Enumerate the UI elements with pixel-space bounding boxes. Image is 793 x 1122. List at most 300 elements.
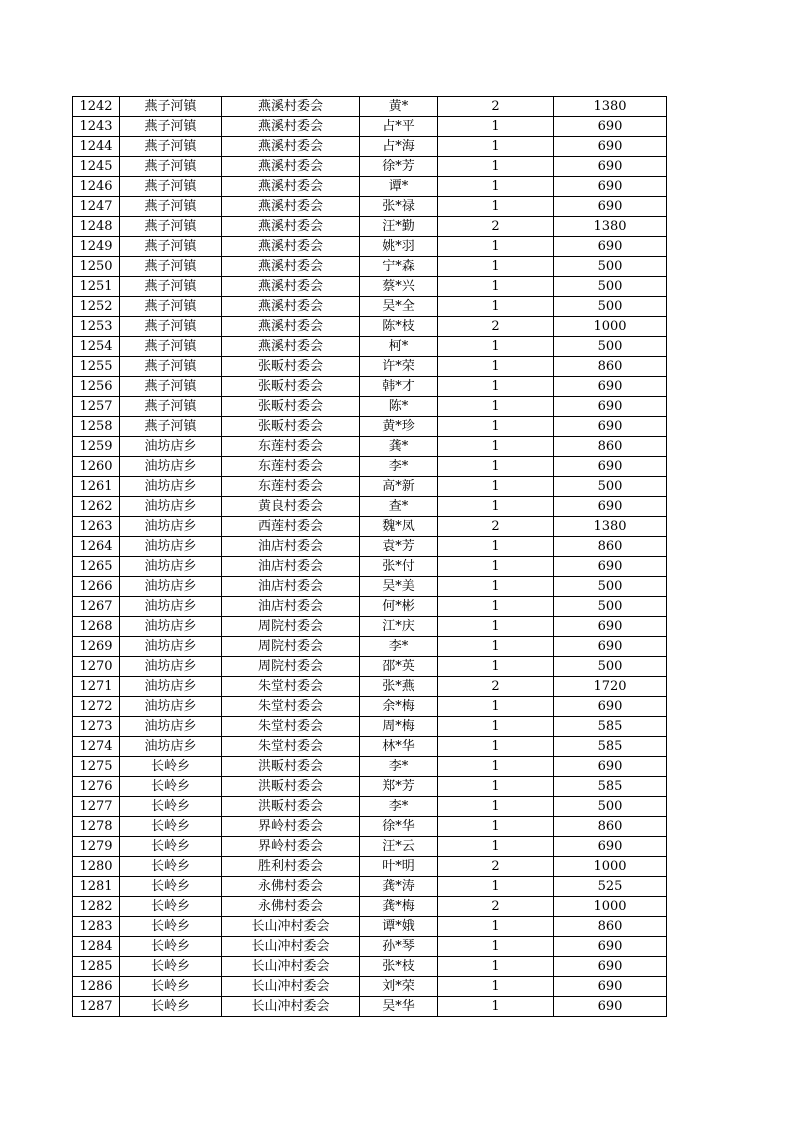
township-cell: 燕子河镇 [120, 97, 222, 117]
village-committee-cell: 油店村委会 [222, 537, 360, 557]
table-row [73, 717, 667, 737]
serial-number-cell: 1265 [73, 557, 120, 577]
serial-number-cell: 1246 [73, 177, 120, 197]
amount-cell: 860 [554, 357, 667, 377]
serial-number-cell: 1256 [73, 377, 120, 397]
township-cell: 燕子河镇 [120, 137, 222, 157]
name-cell: 余*梅 [360, 697, 438, 717]
village-committee-cell: 张畈村委会 [222, 377, 360, 397]
name-cell: 韩*才 [360, 377, 438, 397]
table-row [73, 697, 667, 717]
household-count-cell: 1 [438, 597, 554, 617]
serial-number-cell: 1269 [73, 637, 120, 657]
name-cell: 林*华 [360, 737, 438, 757]
amount-cell: 1000 [554, 857, 667, 877]
township-cell: 油坊店乡 [120, 597, 222, 617]
township-cell: 燕子河镇 [120, 117, 222, 137]
amount-cell: 500 [554, 257, 667, 277]
table-row [73, 217, 667, 237]
serial-number-cell: 1257 [73, 397, 120, 417]
village-committee-cell: 洪畈村委会 [222, 797, 360, 817]
table-row [73, 857, 667, 877]
name-cell: 黄* [360, 97, 438, 117]
township-cell: 燕子河镇 [120, 177, 222, 197]
serial-number-cell: 1284 [73, 937, 120, 957]
table-row [73, 797, 667, 817]
village-committee-cell: 燕溪村委会 [222, 117, 360, 137]
amount-cell: 690 [554, 617, 667, 637]
amount-cell: 690 [554, 957, 667, 977]
amount-cell: 1380 [554, 517, 667, 537]
household-count-cell: 1 [438, 537, 554, 557]
table-row [73, 997, 667, 1017]
village-committee-cell: 界岭村委会 [222, 817, 360, 837]
township-cell: 油坊店乡 [120, 437, 222, 457]
serial-number-cell: 1266 [73, 577, 120, 597]
township-cell: 油坊店乡 [120, 637, 222, 657]
name-cell: 黄*珍 [360, 417, 438, 437]
household-count-cell: 1 [438, 417, 554, 437]
township-cell: 长岭乡 [120, 897, 222, 917]
table-row [73, 137, 667, 157]
household-count-cell: 1 [438, 477, 554, 497]
serial-number-cell: 1281 [73, 877, 120, 897]
village-committee-cell: 朱堂村委会 [222, 717, 360, 737]
village-committee-cell: 燕溪村委会 [222, 177, 360, 197]
household-count-cell: 1 [438, 377, 554, 397]
village-committee-cell: 张畈村委会 [222, 357, 360, 377]
table-row [73, 517, 667, 537]
amount-cell: 1720 [554, 677, 667, 697]
serial-number-cell: 1286 [73, 977, 120, 997]
village-committee-cell: 洪畈村委会 [222, 777, 360, 797]
township-cell: 油坊店乡 [120, 717, 222, 737]
amount-cell: 500 [554, 297, 667, 317]
name-cell: 高*新 [360, 477, 438, 497]
table-row [73, 817, 667, 837]
serial-number-cell: 1247 [73, 197, 120, 217]
serial-number-cell: 1267 [73, 597, 120, 617]
township-cell: 燕子河镇 [120, 197, 222, 217]
village-committee-cell: 燕溪村委会 [222, 257, 360, 277]
household-count-cell: 1 [438, 877, 554, 897]
household-count-cell: 1 [438, 557, 554, 577]
village-committee-cell: 油店村委会 [222, 557, 360, 577]
household-count-cell: 1 [438, 697, 554, 717]
village-committee-cell: 黄良村委会 [222, 497, 360, 517]
amount-cell: 1380 [554, 217, 667, 237]
serial-number-cell: 1243 [73, 117, 120, 137]
household-count-cell: 1 [438, 977, 554, 997]
serial-number-cell: 1250 [73, 257, 120, 277]
household-count-cell: 1 [438, 277, 554, 297]
household-count-cell: 1 [438, 837, 554, 857]
name-cell: 许*荣 [360, 357, 438, 377]
roster-table [72, 96, 667, 1017]
table-row [73, 357, 667, 377]
household-count-cell: 1 [438, 777, 554, 797]
township-cell: 长岭乡 [120, 937, 222, 957]
table-row [73, 437, 667, 457]
village-committee-cell: 燕溪村委会 [222, 157, 360, 177]
table-row [73, 657, 667, 677]
amount-cell: 690 [554, 937, 667, 957]
table-row [73, 157, 667, 177]
table-row [73, 897, 667, 917]
amount-cell: 690 [554, 197, 667, 217]
village-committee-cell: 永佛村委会 [222, 877, 360, 897]
table-row [73, 757, 667, 777]
amount-cell: 500 [554, 597, 667, 617]
name-cell: 徐*华 [360, 817, 438, 837]
household-count-cell: 2 [438, 217, 554, 237]
township-cell: 长岭乡 [120, 957, 222, 977]
table-row [73, 537, 667, 557]
table-row [73, 637, 667, 657]
amount-cell: 860 [554, 537, 667, 557]
name-cell: 袁*芳 [360, 537, 438, 557]
township-cell: 油坊店乡 [120, 617, 222, 637]
serial-number-cell: 1261 [73, 477, 120, 497]
village-committee-cell: 张畈村委会 [222, 417, 360, 437]
amount-cell: 690 [554, 117, 667, 137]
amount-cell: 1380 [554, 97, 667, 117]
name-cell: 谭*娥 [360, 917, 438, 937]
amount-cell: 690 [554, 177, 667, 197]
amount-cell: 690 [554, 977, 667, 997]
township-cell: 油坊店乡 [120, 737, 222, 757]
amount-cell: 860 [554, 817, 667, 837]
serial-number-cell: 1244 [73, 137, 120, 157]
township-cell: 燕子河镇 [120, 417, 222, 437]
name-cell: 李* [360, 797, 438, 817]
serial-number-cell: 1251 [73, 277, 120, 297]
serial-number-cell: 1278 [73, 817, 120, 837]
village-committee-cell: 洪畈村委会 [222, 757, 360, 777]
name-cell: 查* [360, 497, 438, 517]
village-committee-cell: 周院村委会 [222, 657, 360, 677]
village-committee-cell: 油店村委会 [222, 577, 360, 597]
name-cell: 吴*华 [360, 997, 438, 1017]
name-cell: 张*禄 [360, 197, 438, 217]
township-cell: 燕子河镇 [120, 237, 222, 257]
serial-number-cell: 1249 [73, 237, 120, 257]
name-cell: 李* [360, 457, 438, 477]
township-cell: 燕子河镇 [120, 397, 222, 417]
serial-number-cell: 1262 [73, 497, 120, 517]
table-row [73, 117, 667, 137]
village-committee-cell: 胜利村委会 [222, 857, 360, 877]
village-committee-cell: 燕溪村委会 [222, 217, 360, 237]
household-count-cell: 1 [438, 937, 554, 957]
household-count-cell: 2 [438, 317, 554, 337]
name-cell: 何*彬 [360, 597, 438, 617]
serial-number-cell: 1282 [73, 897, 120, 917]
name-cell: 龚*梅 [360, 897, 438, 917]
name-cell: 李* [360, 757, 438, 777]
township-cell: 燕子河镇 [120, 317, 222, 337]
amount-cell: 1000 [554, 317, 667, 337]
household-count-cell: 1 [438, 357, 554, 377]
serial-number-cell: 1255 [73, 357, 120, 377]
serial-number-cell: 1273 [73, 717, 120, 737]
household-count-cell: 1 [438, 717, 554, 737]
household-count-cell: 1 [438, 157, 554, 177]
township-cell: 长岭乡 [120, 917, 222, 937]
table-row [73, 97, 667, 117]
household-count-cell: 1 [438, 257, 554, 277]
name-cell: 张*枝 [360, 957, 438, 977]
serial-number-cell: 1268 [73, 617, 120, 637]
table-row [73, 597, 667, 617]
table-row [73, 577, 667, 597]
amount-cell: 500 [554, 337, 667, 357]
serial-number-cell: 1271 [73, 677, 120, 697]
amount-cell: 690 [554, 757, 667, 777]
amount-cell: 690 [554, 137, 667, 157]
name-cell: 周*梅 [360, 717, 438, 737]
table-row [73, 837, 667, 857]
village-committee-cell: 燕溪村委会 [222, 237, 360, 257]
village-committee-cell: 周院村委会 [222, 637, 360, 657]
household-count-cell: 1 [438, 757, 554, 777]
household-count-cell: 1 [438, 917, 554, 937]
name-cell: 姚*羽 [360, 237, 438, 257]
serial-number-cell: 1260 [73, 457, 120, 477]
village-committee-cell: 燕溪村委会 [222, 297, 360, 317]
township-cell: 长岭乡 [120, 777, 222, 797]
township-cell: 油坊店乡 [120, 497, 222, 517]
household-count-cell: 1 [438, 617, 554, 637]
township-cell: 燕子河镇 [120, 297, 222, 317]
township-cell: 长岭乡 [120, 997, 222, 1017]
township-cell: 燕子河镇 [120, 377, 222, 397]
township-cell: 长岭乡 [120, 857, 222, 877]
table-row [73, 337, 667, 357]
household-count-cell: 1 [438, 957, 554, 977]
serial-number-cell: 1252 [73, 297, 120, 317]
village-committee-cell: 朱堂村委会 [222, 677, 360, 697]
name-cell: 郑*芳 [360, 777, 438, 797]
serial-number-cell: 1245 [73, 157, 120, 177]
table-row [73, 497, 667, 517]
village-committee-cell: 界岭村委会 [222, 837, 360, 857]
serial-number-cell: 1248 [73, 217, 120, 237]
name-cell: 江*庆 [360, 617, 438, 637]
serial-number-cell: 1274 [73, 737, 120, 757]
household-count-cell: 1 [438, 197, 554, 217]
amount-cell: 690 [554, 457, 667, 477]
township-cell: 燕子河镇 [120, 337, 222, 357]
township-cell: 油坊店乡 [120, 457, 222, 477]
table-row [73, 237, 667, 257]
household-count-cell: 2 [438, 677, 554, 697]
table-row [73, 877, 667, 897]
name-cell: 龚*涛 [360, 877, 438, 897]
roster-body [73, 97, 667, 1017]
table-row [73, 557, 667, 577]
township-cell: 长岭乡 [120, 837, 222, 857]
table-row [73, 957, 667, 977]
village-committee-cell: 燕溪村委会 [222, 137, 360, 157]
table-row [73, 737, 667, 757]
village-committee-cell: 长山冲村委会 [222, 957, 360, 977]
serial-number-cell: 1276 [73, 777, 120, 797]
household-count-cell: 1 [438, 137, 554, 157]
village-committee-cell: 长山冲村委会 [222, 917, 360, 937]
serial-number-cell: 1270 [73, 657, 120, 677]
village-committee-cell: 长山冲村委会 [222, 937, 360, 957]
village-committee-cell: 燕溪村委会 [222, 97, 360, 117]
township-cell: 油坊店乡 [120, 517, 222, 537]
amount-cell: 500 [554, 477, 667, 497]
township-cell: 油坊店乡 [120, 477, 222, 497]
household-count-cell: 1 [438, 797, 554, 817]
amount-cell: 585 [554, 737, 667, 757]
township-cell: 油坊店乡 [120, 577, 222, 597]
amount-cell: 585 [554, 777, 667, 797]
name-cell: 汪*勤 [360, 217, 438, 237]
name-cell: 谭* [360, 177, 438, 197]
township-cell: 燕子河镇 [120, 277, 222, 297]
amount-cell: 690 [554, 557, 667, 577]
name-cell: 孙*琴 [360, 937, 438, 957]
amount-cell: 500 [554, 577, 667, 597]
township-cell: 油坊店乡 [120, 697, 222, 717]
household-count-cell: 1 [438, 117, 554, 137]
household-count-cell: 1 [438, 497, 554, 517]
name-cell: 吴*全 [360, 297, 438, 317]
name-cell: 吴*美 [360, 577, 438, 597]
village-committee-cell: 朱堂村委会 [222, 737, 360, 757]
amount-cell: 690 [554, 497, 667, 517]
amount-cell: 690 [554, 997, 667, 1017]
name-cell: 徐*芳 [360, 157, 438, 177]
household-count-cell: 1 [438, 737, 554, 757]
table-row [73, 257, 667, 277]
amount-cell: 690 [554, 837, 667, 857]
name-cell: 刘*荣 [360, 977, 438, 997]
village-committee-cell: 燕溪村委会 [222, 277, 360, 297]
table-row [73, 317, 667, 337]
household-count-cell: 2 [438, 97, 554, 117]
township-cell: 长岭乡 [120, 877, 222, 897]
amount-cell: 860 [554, 437, 667, 457]
village-committee-cell: 周院村委会 [222, 617, 360, 637]
household-count-cell: 1 [438, 297, 554, 317]
table-row [73, 177, 667, 197]
table-row [73, 377, 667, 397]
township-cell: 燕子河镇 [120, 157, 222, 177]
name-cell: 汪*云 [360, 837, 438, 857]
serial-number-cell: 1287 [73, 997, 120, 1017]
amount-cell: 690 [554, 157, 667, 177]
serial-number-cell: 1254 [73, 337, 120, 357]
household-count-cell: 1 [438, 397, 554, 417]
table-row [73, 777, 667, 797]
table-row [73, 297, 667, 317]
household-count-cell: 1 [438, 997, 554, 1017]
table-row [73, 677, 667, 697]
amount-cell: 500 [554, 797, 667, 817]
township-cell: 油坊店乡 [120, 557, 222, 577]
name-cell: 柯* [360, 337, 438, 357]
table-row [73, 197, 667, 217]
serial-number-cell: 1253 [73, 317, 120, 337]
serial-number-cell: 1259 [73, 437, 120, 457]
amount-cell: 1000 [554, 897, 667, 917]
table-row [73, 417, 667, 437]
table-row [73, 977, 667, 997]
village-committee-cell: 燕溪村委会 [222, 197, 360, 217]
household-count-cell: 1 [438, 657, 554, 677]
amount-cell: 690 [554, 397, 667, 417]
amount-cell: 690 [554, 237, 667, 257]
amount-cell: 860 [554, 917, 667, 937]
name-cell: 叶*明 [360, 857, 438, 877]
village-committee-cell: 东莲村委会 [222, 437, 360, 457]
name-cell: 龚* [360, 437, 438, 457]
name-cell: 陈*枝 [360, 317, 438, 337]
amount-cell: 585 [554, 717, 667, 737]
name-cell: 张*付 [360, 557, 438, 577]
amount-cell: 690 [554, 697, 667, 717]
table-row [73, 277, 667, 297]
household-count-cell: 2 [438, 897, 554, 917]
table-row [73, 937, 667, 957]
name-cell: 张*燕 [360, 677, 438, 697]
table-row [73, 917, 667, 937]
serial-number-cell: 1263 [73, 517, 120, 537]
amount-cell: 525 [554, 877, 667, 897]
household-count-cell: 1 [438, 177, 554, 197]
household-count-cell: 1 [438, 237, 554, 257]
name-cell: 魏*凤 [360, 517, 438, 537]
village-committee-cell: 东莲村委会 [222, 457, 360, 477]
name-cell: 邵*英 [360, 657, 438, 677]
township-cell: 长岭乡 [120, 757, 222, 777]
household-count-cell: 1 [438, 637, 554, 657]
amount-cell: 500 [554, 277, 667, 297]
township-cell: 油坊店乡 [120, 537, 222, 557]
amount-cell: 500 [554, 657, 667, 677]
table-row [73, 617, 667, 637]
name-cell: 占*海 [360, 137, 438, 157]
household-count-cell: 1 [438, 457, 554, 477]
name-cell: 占*平 [360, 117, 438, 137]
table-row [73, 477, 667, 497]
village-committee-cell: 西莲村委会 [222, 517, 360, 537]
serial-number-cell: 1264 [73, 537, 120, 557]
village-committee-cell: 东莲村委会 [222, 477, 360, 497]
township-cell: 长岭乡 [120, 977, 222, 997]
amount-cell: 690 [554, 417, 667, 437]
name-cell: 宁*森 [360, 257, 438, 277]
village-committee-cell: 燕溪村委会 [222, 317, 360, 337]
village-committee-cell: 长山冲村委会 [222, 997, 360, 1017]
village-committee-cell: 长山冲村委会 [222, 977, 360, 997]
village-committee-cell: 朱堂村委会 [222, 697, 360, 717]
serial-number-cell: 1285 [73, 957, 120, 977]
village-committee-cell: 张畈村委会 [222, 397, 360, 417]
serial-number-cell: 1272 [73, 697, 120, 717]
table-row [73, 397, 667, 417]
serial-number-cell: 1258 [73, 417, 120, 437]
household-count-cell: 2 [438, 517, 554, 537]
household-count-cell: 1 [438, 337, 554, 357]
household-count-cell: 1 [438, 817, 554, 837]
township-cell: 长岭乡 [120, 797, 222, 817]
